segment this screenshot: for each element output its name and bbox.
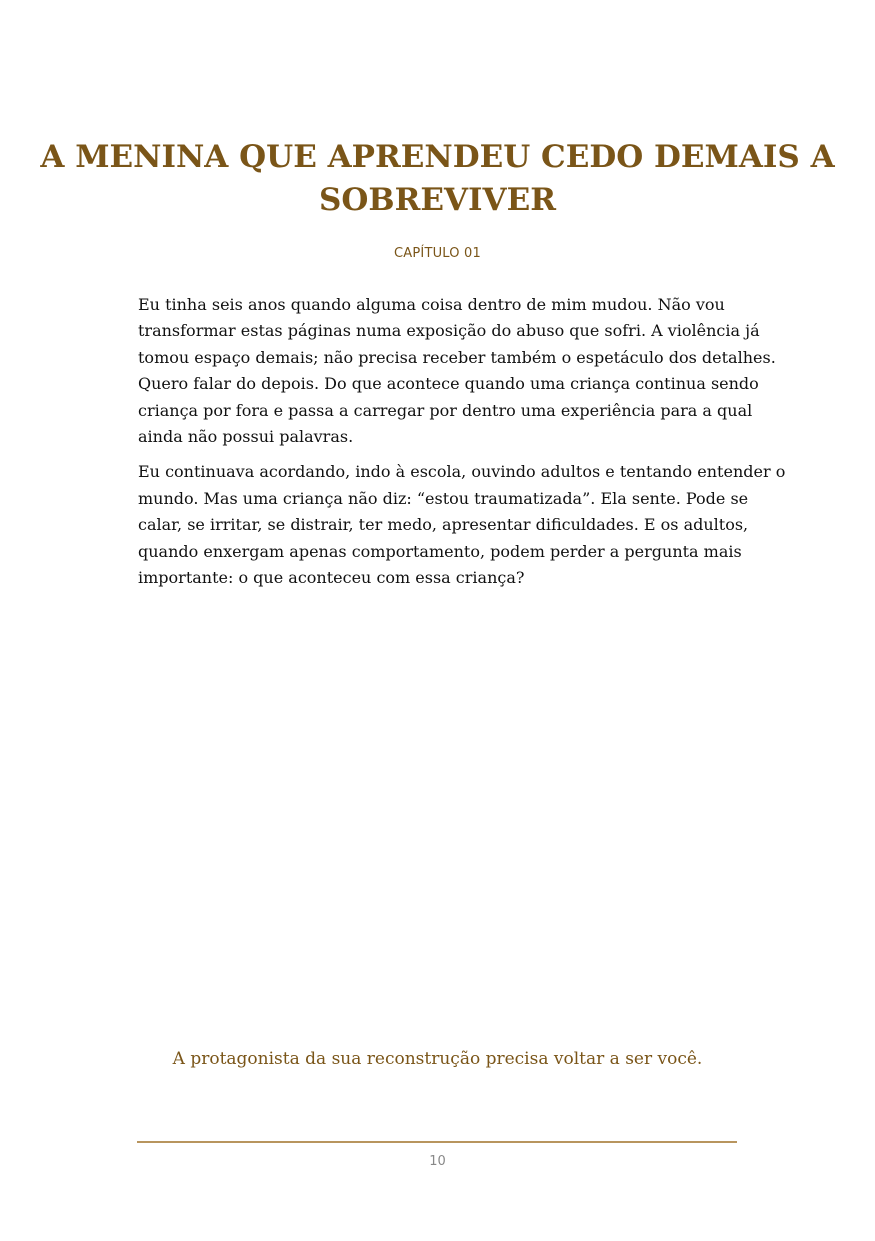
chapter-title: A MENINA QUE APRENDEU CEDO DEMAIS A SOBREVIVER bbox=[40, 139, 835, 218]
chapter-label: CAPÍTULO 01 bbox=[394, 246, 481, 261]
chapter-body bbox=[138, 292, 793, 600]
body-paragraph: Eu continuava acordando, indo à escola, ouvindo adultos e tentando entender o mundo. Mas uma criança não diz: “estou traumatizada”. Ela sente. Pode se calar, se irritar, se distrair, ter medo, apresentar dificuldades. E os adultos, quando enxergam apenas comportamento, podem perder a pergunta mais importante: o que aconteceu com essa criança? bbox=[138, 462, 786, 588]
footer-divider bbox=[137, 1141, 737, 1143]
closing-quote: A protagonista da sua reconstrução precisa voltar a ser você. bbox=[172, 1049, 703, 1069]
body-paragraph: Eu tinha seis anos quando alguma coisa dentro de mim mudou. Não vou transformar estas páginas numa exposição do abuso que sofri. A violência já tomou espaço demais; não precisa receber também o espetáculo dos detalhes. Quero falar do depois. Do que acontece quando uma criança continua sendo criança por fora e passa a carregar por dentro uma experiência para a qual ainda não possui palavras. bbox=[138, 295, 776, 447]
page-number: 10 bbox=[429, 1154, 446, 1169]
